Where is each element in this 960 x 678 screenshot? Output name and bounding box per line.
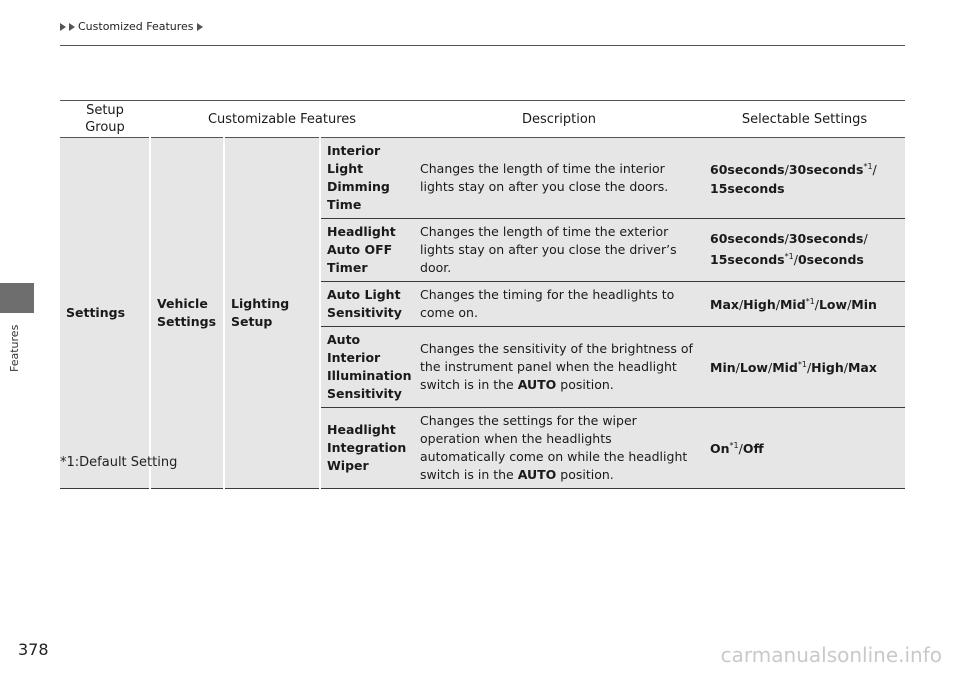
feature-cell: Headlight Integration Wiper bbox=[320, 408, 414, 489]
breadcrumb bbox=[60, 20, 203, 33]
arrow-right-icon bbox=[197, 23, 203, 31]
footnote: *1:Default Setting bbox=[60, 455, 178, 470]
header-divider bbox=[60, 45, 905, 46]
group-cell: Settings bbox=[60, 138, 150, 489]
breadcrumb-label[interactable]: Customized Features bbox=[78, 20, 194, 33]
feature-cell: Auto Interior Illumination Sensitivity bbox=[320, 327, 414, 408]
description-text-end: position. bbox=[556, 467, 614, 482]
auto-keyword: AUTO bbox=[517, 377, 557, 392]
description-text-end: position. bbox=[556, 377, 614, 392]
settings-cell: Max/High/Mid$^{*1}$/Low/Min bbox=[704, 282, 905, 327]
description-cell: Changes the length of time the interior lights stay on after you close the doors. bbox=[414, 138, 704, 219]
feature-cell: Headlight Auto OFF Timer bbox=[320, 219, 414, 282]
header-selectable-settings: Selectable Settings bbox=[704, 101, 905, 138]
side-tab-label: Features bbox=[8, 324, 21, 372]
header-customizable-features: Customizable Features bbox=[150, 101, 414, 138]
watermark: carmanualsonline.info bbox=[720, 643, 942, 667]
description-text: Changes the settings for the wiper operation when the headlights automatically come on while the headlight switch is in the bbox=[420, 413, 688, 482]
settings-cell: On$^{*1}$/Off bbox=[704, 408, 905, 489]
settings-cell: 60seconds/30seconds$^{*1}$/ 15seconds bbox=[704, 138, 905, 219]
arrow-right-icon bbox=[60, 23, 66, 31]
description-cell bbox=[414, 408, 704, 489]
description-cell: Changes the timing for the headlights to come on. bbox=[414, 282, 704, 327]
feature-cell: Auto Light Sensitivity bbox=[320, 282, 414, 327]
settings-cell: 60seconds/30seconds/ 15seconds$^{*1}$/0seconds bbox=[704, 219, 905, 282]
header-setup-group: Setup Group bbox=[60, 101, 150, 138]
feature-cell: Interior Light Dimming Time bbox=[320, 138, 414, 219]
description-text: Changes the sensitivity of the brightness of the instrument panel when the headlight switch is in the bbox=[420, 341, 693, 392]
header-description: Description bbox=[414, 101, 704, 138]
arrow-right-icon bbox=[69, 23, 75, 31]
auto-keyword: AUTO bbox=[517, 467, 557, 482]
page-number: 378 bbox=[18, 640, 49, 659]
table-header-row bbox=[60, 101, 905, 138]
customizable-features-table bbox=[60, 100, 905, 489]
vehicle-settings-cell: Vehicle Settings bbox=[150, 138, 224, 489]
lighting-setup-cell: Lighting Setup bbox=[224, 138, 320, 489]
side-tab-marker bbox=[0, 283, 34, 313]
description-cell bbox=[414, 327, 704, 408]
description-cell: Changes the length of time the exterior lights stay on after you close the driver’s door. bbox=[414, 219, 704, 282]
table-row bbox=[60, 138, 905, 219]
settings-cell: Min/Low/Mid$^{*1}$/High/Max bbox=[704, 327, 905, 408]
